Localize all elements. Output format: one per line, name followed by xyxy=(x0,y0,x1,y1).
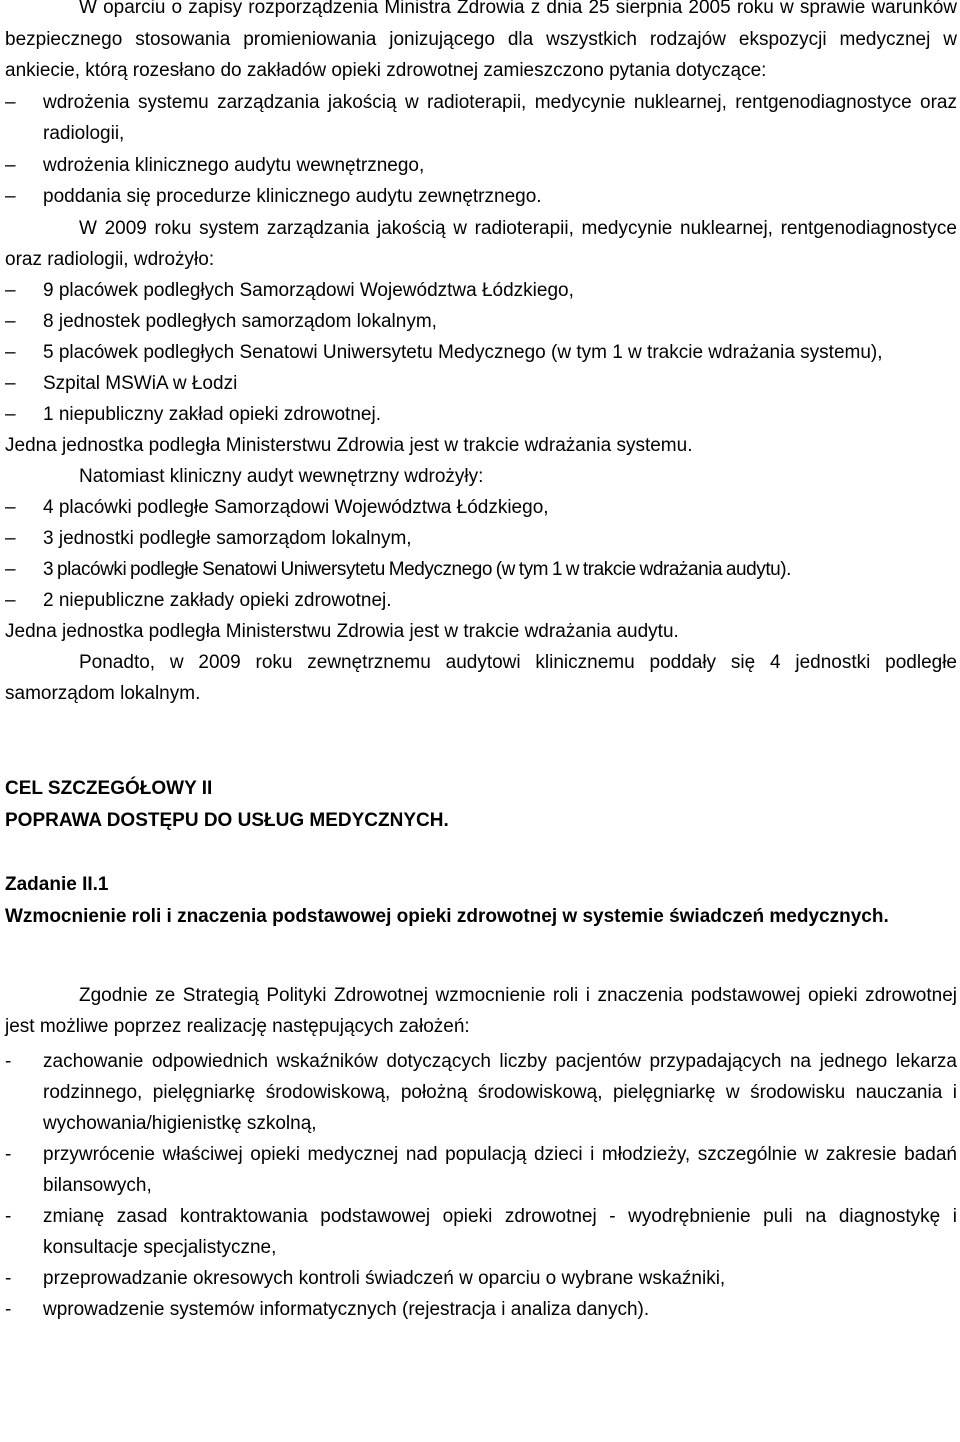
task-title: Wzmocnienie roli i znaczenia podstawowej opieki zdrowotnej w systemie świadczeń medycznych. xyxy=(5,905,889,927)
list-item: - wprowadzenie systemów informatycznych (rejestracja i analiza danych). xyxy=(5,1294,957,1325)
system-paragraph: W 2009 roku system zarządzania jakością w radioterapii, medycynie nuklearnej, rentgenodiagnostyce oraz radiologii, wdrożyło: xyxy=(5,217,957,270)
dash-bullet: – xyxy=(5,279,16,301)
external-audit-paragraph: Ponadto, w 2009 roku zewnętrznemu audytowi klinicznemu poddały się 4 jednostki podległe samorządom lokalnym. xyxy=(5,651,957,704)
dash-bullet: – xyxy=(5,558,16,580)
list-item: - przywrócenie właściwej opieki medycznej nad populacją dzieci i młodzieży, szczególnie w zakresie badań bilansowych, xyxy=(5,1139,957,1201)
task-heading: Zadanie II.1 xyxy=(5,873,109,895)
dash-bullet: - xyxy=(5,1143,12,1165)
list-item: - zmianę zasad kontraktowania podstawowej opieki zdrowotnej - wyodrębnienie puli na diagnostykę i konsultacje specjalistyczne, xyxy=(5,1201,957,1263)
system-note: Jedna jednostka podległa Ministerstwu Zdrowia jest w trakcie wdrażania systemu. xyxy=(5,434,693,456)
goal-title: POPRAWA DOSTĘPU DO USŁUG MEDYCZNYCH. xyxy=(5,809,449,831)
dash-bullet: – xyxy=(5,186,16,207)
list-item: – 3 jednostki podległe samorządom lokalnym, xyxy=(5,523,957,554)
dash-bullet: – xyxy=(5,91,16,113)
questions-list xyxy=(5,87,957,213)
audit-paragraph: Natomiast kliniczny audyt wewnętrzny wdrożyły: xyxy=(79,465,484,487)
list-item: – wdrożenia systemu zarządzania jakością w radioterapii, medycynie nuklearnej, rentgenodiagnostyce oraz radiologii, xyxy=(5,87,957,150)
dash-bullet: - xyxy=(5,1267,12,1289)
list-item: – 4 placówki podległe Samorządowi Województwa Łódzkiego, xyxy=(5,492,957,523)
list-item: – poddania się procedurze klinicznego audytu zewnętrznego. xyxy=(5,181,957,213)
strategy-paragraph: Zgodnie ze Strategią Polityki Zdrowotnej wzmocnienie roli i znaczenia podstawowej opieki zdrowotnej jest możliwe poprzez realizację następujących założeń: xyxy=(5,984,957,1037)
list-item: – 9 placówek podległych Samorządowi Województwa Łódzkiego, xyxy=(5,275,957,306)
system-list xyxy=(5,275,957,430)
list-item: – 8 jednostek podległych samorządom lokalnym, xyxy=(5,306,957,337)
audit-note: Jedna jednostka podległa Ministerstwu Zdrowia jest w trakcie wdrażania audytu. xyxy=(5,620,679,642)
list-item: – wdrożenia klinicznego audytu wewnętrznego, xyxy=(5,150,957,182)
list-item: – Szpital MSWiA w Łodzi xyxy=(5,368,957,399)
dash-bullet: - xyxy=(5,1298,12,1320)
list-item: – 5 placówek podległych Senatowi Uniwersytetu Medycznego (w tym 1 w trakcie wdrażania systemu), xyxy=(5,337,957,368)
document-page xyxy=(5,0,957,1325)
dash-bullet: – xyxy=(5,154,16,176)
dash-bullet: - xyxy=(5,1050,12,1072)
audit-list xyxy=(5,492,957,616)
dash-bullet: – xyxy=(5,527,16,549)
goal-heading: CEL SZCZEGÓŁOWY II xyxy=(5,777,213,799)
list-item: – 1 niepubliczny zakład opieki zdrowotnej. xyxy=(5,399,957,430)
dash-bullet: - xyxy=(5,1205,12,1227)
intro-paragraph: W oparciu o zapisy rozporządzenia Ministra Zdrowia z dnia 25 sierpnia 2005 roku w sprawie warunków bezpiecznego stosowania promieniowania jonizującego dla wszystkich rodzajów ekspozycji medycznej w ankiecie, którą rozesłano do zakładów opieki zdrowotnej zamieszczono pytania dotyczące: xyxy=(5,0,957,81)
dash-bullet: – xyxy=(5,403,16,425)
dash-bullet: – xyxy=(5,341,16,363)
dash-bullet: – xyxy=(5,310,16,332)
dash-bullet: – xyxy=(5,589,16,611)
list-item: – 2 niepubliczne zakłady opieki zdrowotnej. xyxy=(5,585,957,616)
dash-bullet: – xyxy=(5,496,16,518)
list-item: – 3 placówki podległe Senatowi Uniwersytetu Medycznego (w tym 1 w trakcie wdrażania audytu). xyxy=(5,554,957,585)
dash-bullet: – xyxy=(5,372,16,394)
strategy-list xyxy=(5,1046,957,1325)
list-item: - zachowanie odpowiednich wskaźników dotyczących liczby pacjentów przypadających na jednego lekarza rodzinnego, pielęgniarkę środowiskową, położną środowiskową, pielęgniarkę w środowisku nauczania i wychowania/higienistkę szkolną, xyxy=(5,1046,957,1139)
list-item: - przeprowadzanie okresowych kontroli świadczeń w oparciu o wybrane wskaźniki, xyxy=(5,1263,957,1294)
